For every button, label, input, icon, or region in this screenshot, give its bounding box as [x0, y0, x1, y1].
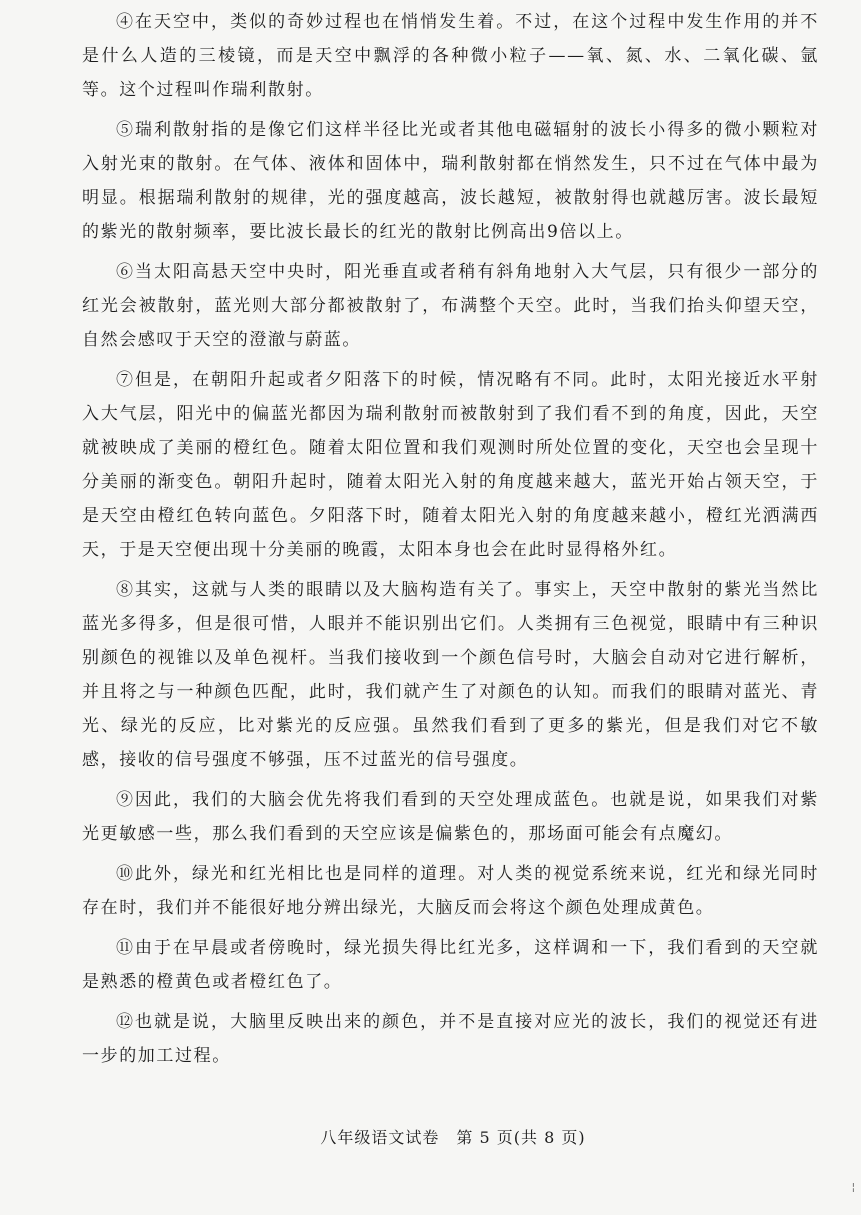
paragraph-9: ⑨因此，我们的大脑会优先将我们看到的天空处理成蓝色。也就是说，如果我们对紫光更敏感一些，那么我们看到的天空应该是偏紫色的，那场面可能会有点魔幻。	[82, 790, 819, 844]
paragraph-10: ⑩此外，绿光和红光相比也是同样的道理。对人类的视觉系统来说，红光和绿光同时存在时，我们并不能很好地分辨出绿光，大脑反而会将这个颜色处理成黄色。	[82, 864, 819, 918]
paragraph-7: ⑦但是，在朝阳升起或者夕阳落下的时候，情况略有不同。此时，太阳光接近水平射入大气层，阳光中的偏蓝光都因为瑞利散射而被散射到了我们看不到的角度，因此，天空就被映成了美丽的橙红色。随着太阳位置和我们观测时所处位置的变化，天空也会呈现十分美丽的渐变色。朝阳升起时，随着太阳光入射的角度越来越大，蓝光开始占领天空，于是天空由橙红色转向蓝色。夕阳落下时，随着太阳光入射的角度越来越小，橙红光洒满西天，于是天空便出现十分美丽的晚霞，太阳本身也会在此时显得格外红。	[82, 370, 819, 560]
page-footer: 八年级语文试卷 第 5 页(共 8 页)	[320, 1128, 586, 1147]
paragraph-8: ⑧其实，这就与人类的眼睛以及大脑构造有关了。事实上，天空中散射的紫光当然比蓝光多得多，但是很可惜，人眼并不能识别出它们。人类拥有三色视觉，眼睛中有三种识别颜色的视锥以及单色视杆。当我们接收到一个颜色信号时，大脑会自动对它进行解析，并且将之与一种颜色匹配，此时，我们就产生了对颜色的认知。而我们的眼睛对蓝光、青光、绿光的反应，比对紫光的反应强。虽然我们看到了更多的紫光，但是我们对它不敏感，接收的信号强度不够强，压不过蓝光的信号强度。	[82, 580, 819, 770]
scan-edge-mark: ¦	[851, 1182, 855, 1193]
paragraph-4: ④在天空中，类似的奇妙过程也在悄悄发生着。不过，在这个过程中发生作用的并不是什么人造的三棱镜，而是天空中飘浮的各种微小粒子——氧、氮、水、二氧化碳、氩等。这个过程叫作瑞利散射。	[82, 12, 819, 100]
paragraph-11: ⑪由于在早晨或者傍晚时，绿光损失得比红光多，这样调和一下，我们看到的天空就是熟悉的橙黄色或者橙红色了。	[82, 938, 819, 992]
paragraph-12: ⑫也就是说，大脑里反映出来的颜色，并不是直接对应光的波长，我们的视觉还有进一步的加工过程。	[82, 1012, 819, 1066]
paragraph-5: ⑤瑞利散射指的是像它们这样半径比光或者其他电磁辐射的波长小得多的微小颗粒对入射光束的散射。在气体、液体和固体中，瑞利散射都在悄然发生，只不过在气体中最为明显。根据瑞利散射的规律，光的强度越高，波长越短，被散射得也就越厉害。波长最短的紫光的散射频率，要比波长最长的红光的散射比例高出9倍以上。	[82, 120, 819, 242]
paragraph-6: ⑥当太阳高悬天空中央时，阳光垂直或者稍有斜角地射入大气层，只有很少一部分的红光会被散射，蓝光则大部分都被散射了，布满整个天空。此时，当我们抬头仰望天空，自然会感叹于天空的澄澈与蔚蓝。	[82, 262, 819, 350]
